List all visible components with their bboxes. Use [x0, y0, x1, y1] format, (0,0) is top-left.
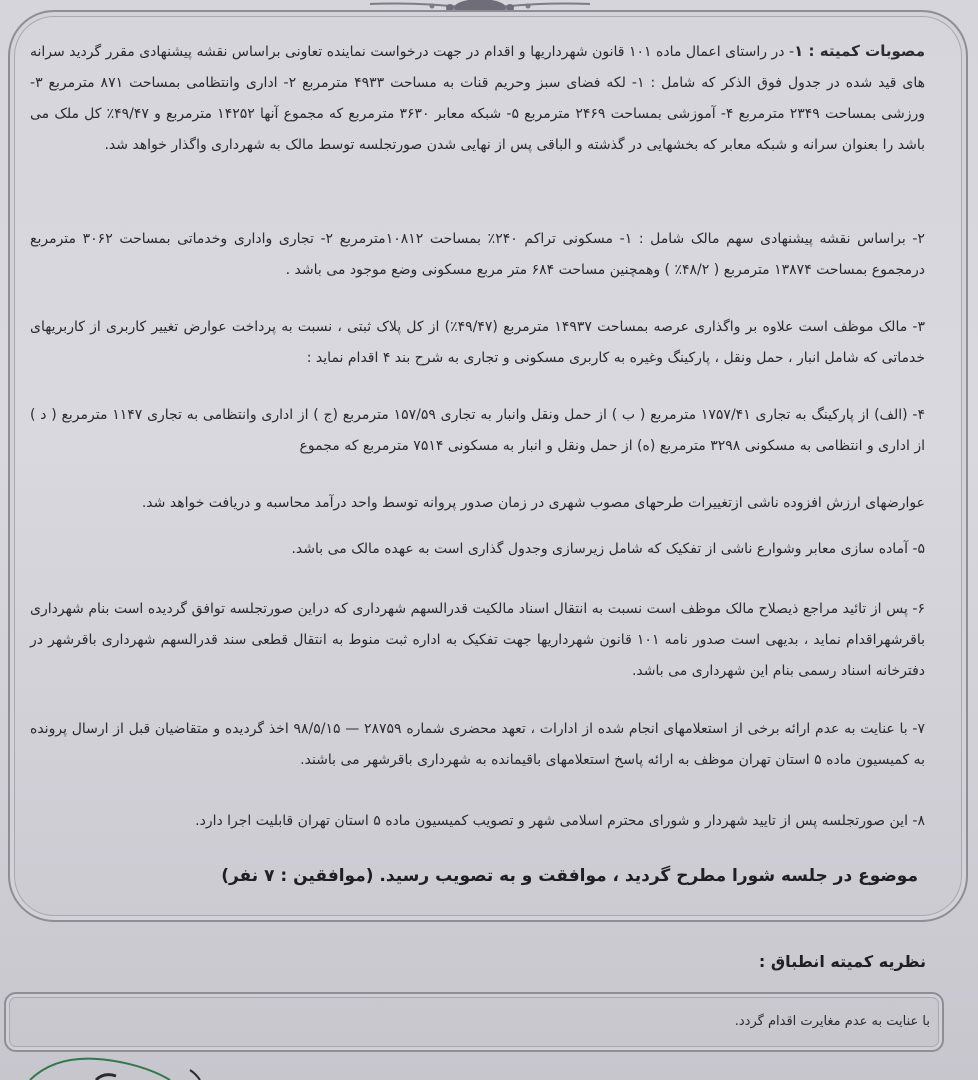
resolution-text-1: - در راستای اعمال ماده ۱۰۱ قانون شهرداریها و اقدام در جهت درخواست نماینده تعاونی براساس نقشه پیشنهادی مقرر گردید سرانه های قید شده در جدول فوق الذکر که شامل : ۱- لکه فضای سبز وحریم قنات به مساحت ۴۹۳۳ مترمربع ۲- اداری وانتظامی بمساحت ۸۷۱ مترمربع ۳- ورزشی بمساحت ۲۳۴۹ مترمربع ۴- آموزشی بمساحت ۲۴۶۹ مترمربع ۵- شبکه معابر ۳۶۳۰ مترمربع که مجموع آنها ۱۴۲۵۲ مترمربع و ۴۹/۴۷٪ کل ملک می باشد را بعنوان سرانه و شبکه معابر که بخشهایی در گذشته و الباقی پس از نهایی شدن صورتجلسه توسط مالک به شهرداری واگذار خواهد شد.	[30, 44, 926, 153]
resolution-text-8: ۸- این صورتجلسه پس از تایید شهردار و شورای محترم اسلامی شهر و تصویب کمیسیون ماده ۵ استان تهران قابلیت اجرا دارد.	[195, 813, 925, 829]
resolution-text-4: ۴- (الف) از پارکینگ به تجاری ۱۷۵۷/۴۱ مترمربع ( ب ) از حمل ونقل وانبار به تجاری ۱۵۷/۵۹ مترمربع (ج ) از اداری وانتظامی به تجاری ۱۱۴۷ مترمربع ( د ) از اداری و انتظامی به مسکونی ۳۲۹۸ مترمربع (ه) از حمل ونقل و انبار به مسکونی ۷۵۱۴ مترمربع که مجموع	[30, 407, 925, 454]
resolution-paragraph-5	[30, 534, 925, 565]
resolution-text-5: ۵- آماده سازی معابر وشوارع ناشی از تفکیک که شامل زیرسازی وجدول گذاری است به عهده مالک می باشد.	[291, 541, 925, 557]
resolution-text-6: ۶- پس از تائید مراجع ذیصلاح مالک موظف است نسبت به انتقال اسناد مالکیت قدرالسهم شهرداری که دراین صورتجلسه توافق گردیده است بنام شهرداری باقرشهراقدام نماید ، بدیهی است صدور نامه ۱۰۱ قانون شهرداریها جهت تفکیک به اداره ثبت منوط به انتقال قطعی سند قدرالسهم شهرداری باقرشهر در دفترخانه اسناد رسمی بنام این شهرداری می باشد.	[30, 601, 925, 679]
resolution-paragraph-2	[30, 224, 925, 286]
resolution-paragraph-4	[30, 400, 925, 462]
council-approval-statement: موضوع در جلسه شورا مطرح گردید ، موافقت و به تصویب رسید. (موافقین : ۷ نفر)	[221, 866, 918, 886]
resolutions-heading: مصوبات کمیته : ۱	[794, 42, 925, 60]
resolution-text-7: ۷- با عنایت به عدم ارائه برخی از استعلامهای انجام شده از ادارات ، تعهد محضری شماره ۲۸۷۵۹ — ۹۸/۵/۱۵ اخذ گردیده و متقاضیان قبل از ارسال پرونده به کمیسیون ماده ۵ استان تهران موظف به ارائه پاسخ استعلامهای باقیمانده به شهرداری باقرشهر می باشند.	[30, 721, 925, 768]
resolution-paragraph-3	[30, 312, 925, 374]
compliance-opinion-text: با عنایت به عدم مغایرت اقدام گردد.	[734, 1014, 930, 1029]
signature-stroke	[0, 1040, 220, 1080]
resolution-text-4b: عوارضهای ارزش افزوده ناشی ازتغییرات طرحهای مصوب شهری در زمان صدور پروانه توسط واحد درآمد محاسبه و دریافت خواهد شد.	[141, 495, 925, 511]
resolution-text-2: ۲- براساس نقشه پیشنهادی سهم مالک شامل : ۱- مسکونی تراکم ۲۴۰٪ بمساحت ۱۰۸۱۲مترمربع ۲- تجاری واداری وخدماتی بمساحت ۳۰۶۲ مترمربع درمجموع بمساحت ۱۳۸۷۴ مترمربع ( ۴۸/۲٪ ) وهمچنین مساحت ۶۸۴ متر مربع مسکونی وضع موجود می باشد .	[30, 231, 925, 278]
resolution-paragraph-4-continued	[30, 488, 925, 519]
resolution-paragraph-7	[30, 714, 925, 776]
resolution-text-3: ۳- مالک موظف است علاوه بر واگذاری عرصه بمساحت ۱۴۹۳۷ مترمربع (۴۹/۴۷٪) از کل پلاک ثبتی ، نسبت به پرداخت عوارض تغییر کاربری از کاربریهای خدماتی که شامل انبار ، حمل ونقل ، پارکینگ وغیره به کاربری مسکونی و تجاری به شرح بند ۴ اقدام نماید :	[30, 319, 926, 366]
compliance-opinion-title: نظریه کمیته انطباق :	[758, 952, 926, 971]
resolution-paragraph-6	[30, 594, 925, 687]
resolution-paragraph-8	[30, 806, 925, 837]
resolution-paragraph-1	[30, 36, 925, 161]
